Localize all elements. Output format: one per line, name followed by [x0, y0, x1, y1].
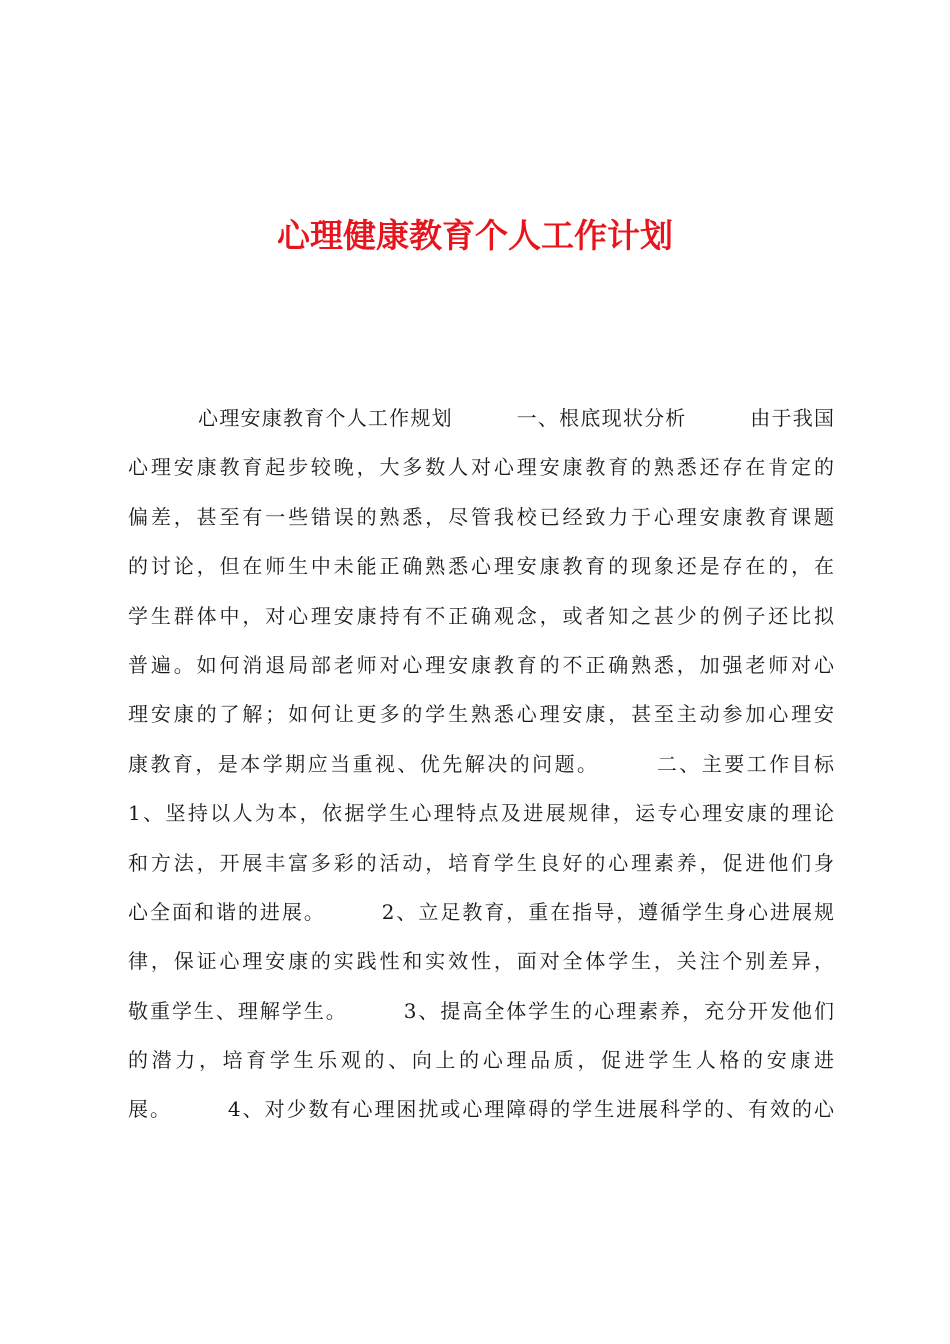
body-line-7: 理安康的了解；如何让更多的学生熟悉心理安康，甚至主动参加心理安	[128, 702, 834, 727]
document-title: 心理健康教育个人工作计划	[277, 216, 673, 255]
body-line-11: 心全面和谐的进展。 2、立足教育，重在指导，遵循学生身心进展规	[128, 899, 834, 924]
body-line-9: 1、坚持以人为本，依据学生心理特点及进展规律，运专心理安康的理论	[128, 801, 834, 826]
body-line-10: 和方法，开展丰富多彩的活动，培育学生良好的心理素养，促进他们身	[128, 850, 834, 875]
document-body	[128, 394, 834, 1135]
body-line-13: 敬重学生、理解学生。 3、提高全体学生的心理素养，充分开发他们	[128, 998, 834, 1023]
body-line-12: 律，保证心理安康的实践性和实效性，面对全体学生，关注个别差异，	[128, 949, 834, 974]
body-line-1: 心理安康教育个人工作规划 一、根底现状分析 由于我国	[198, 406, 834, 430]
body-line-8: 康教育，是本学期应当重视、优先解决的问题。 二、主要工作目标	[128, 751, 834, 776]
body-line-6: 普遍。如何消退局部老师对心理安康教育的不正确熟悉，加强老师对心	[128, 652, 834, 677]
body-line-4: 的讨论，但在师生中未能正确熟悉心理安康教育的现象还是存在的，在	[128, 554, 834, 579]
body-line-2: 心理安康教育起步较晚，大多数人对心理安康教育的熟悉还存在肯定的	[128, 455, 834, 480]
body-line-3: 偏差，甚至有一些错误的熟悉，尽管我校已经致力于心理安康教育课题	[128, 504, 834, 529]
body-line-5: 学生群体中，对心理安康持有不正确观念，或者知之甚少的例子还比拟	[128, 603, 834, 628]
body-line-15: 展。 4、对少数有心理困扰或心理障碍的学生进展科学的、有效的心	[128, 1097, 834, 1122]
body-line-14: 的潜力，培育学生乐观的、向上的心理品质，促进学生人格的安康进	[128, 1048, 834, 1073]
